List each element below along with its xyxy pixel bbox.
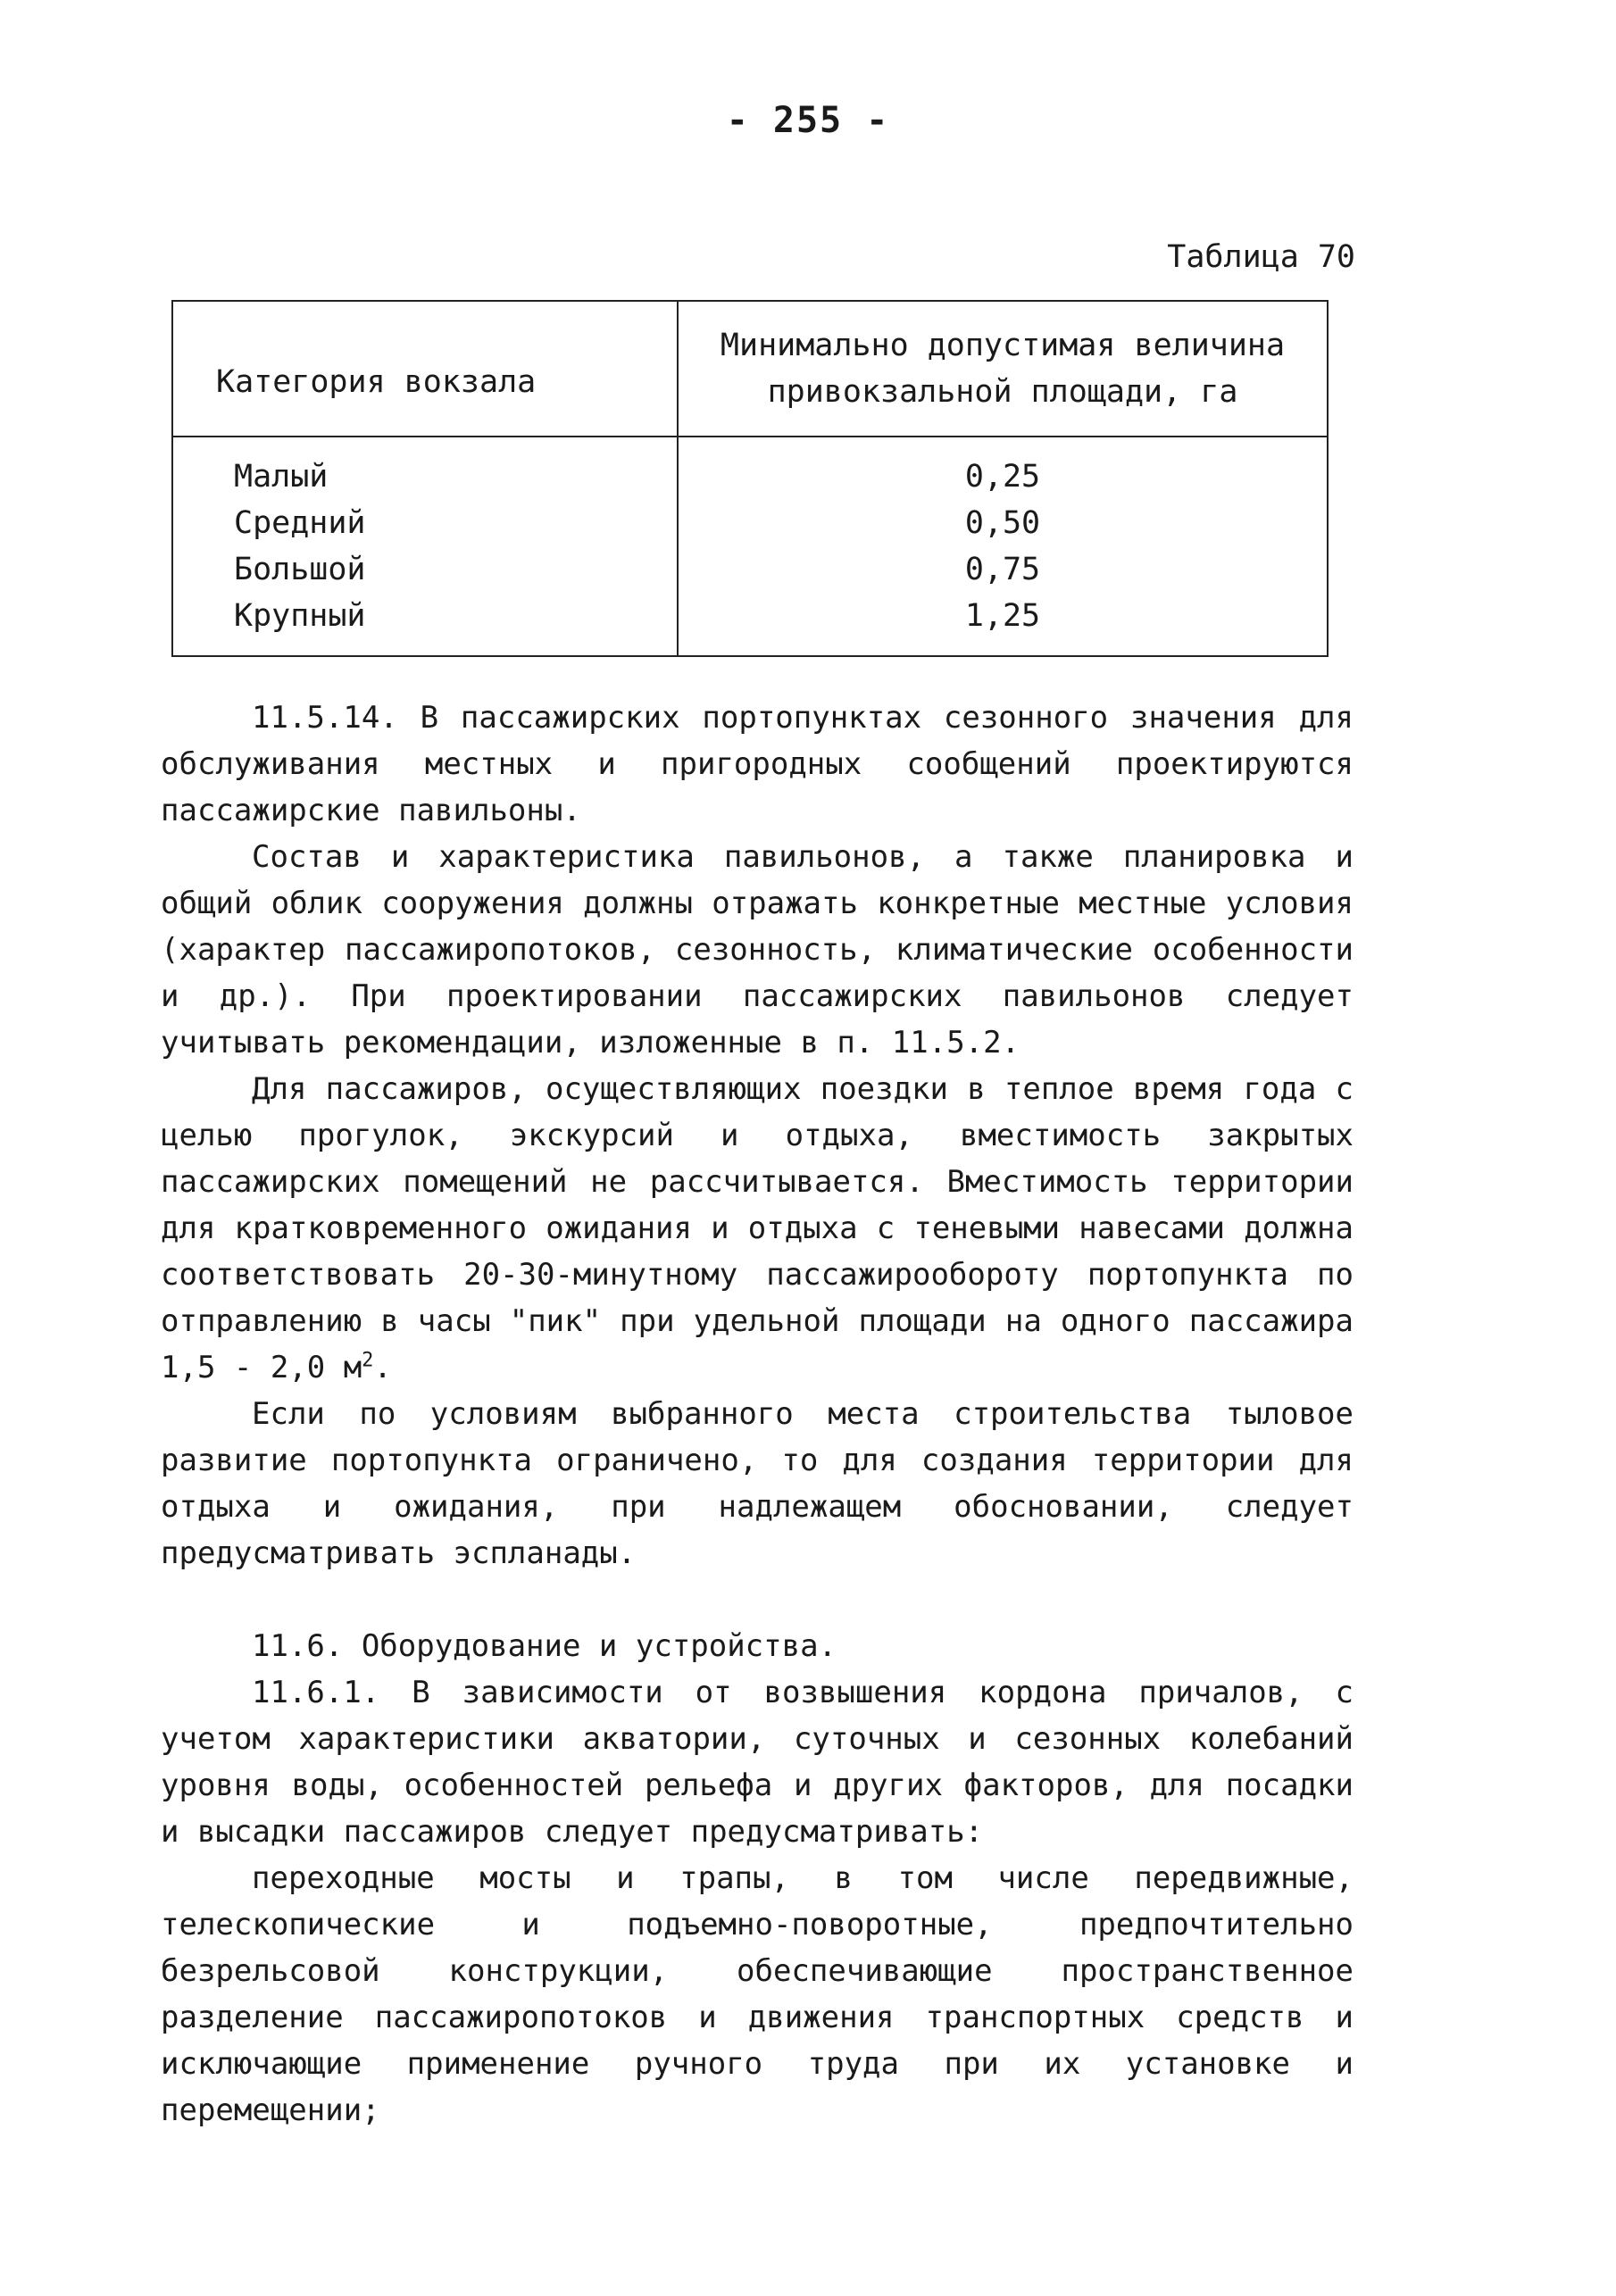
paragraph-pavilion-composition: Состав и характеристика павильонов, а также планировка и общий облик сооружения должны отражать конкретные местные условия (характер пассажиропотоков, сезонность, климатические особенности и др.). При проектировании пассажирских павильонов следует учитывать рекомендации, изложенные в п. 11.5.2. [161, 839, 1354, 1061]
table-header-min-area: Минимально допустимая величина привокзальной площади, га [678, 301, 1328, 437]
page-number: - 255 - [726, 100, 890, 141]
paragraph-bridges-ramps: переходные мосты и трапы, в том числе передвижные, телескопические и подъемно-поворотные, предпочтительно безрельсовой конструкции, обеспечивающие пространственное разделение пассажиропотоков и движения транспортных средств и исключающие применение ручного труда при их установке и перемещении; [161, 1860, 1354, 2128]
paragraph-capacity-text: Для пассажиров, осуществляющих поездки в теплое время года с целью прогулок, экскурсий и отдыха, вместимость закрытых пассажирских помещений не рассчитывается. Вместимость территории для кратковременного ожидания и отдыха с теневыми навесами должна соответствовать 20-30-минутному пассажирообороту портопункта по отправлению в часы "пик" при удельной площади на одного пассажира 1,5 - 2,0 м [161, 1071, 1354, 1385]
table-row [172, 593, 1328, 656]
paragraph-capacity-end: . [373, 1350, 392, 1385]
square-superscript: 2 [362, 1349, 374, 1372]
table-row [172, 546, 1328, 593]
paragraph-capacity [161, 1066, 1354, 1391]
paragraph-esplanades: Если по условиям выбранного места строительства тыловое развитие портопункта ограничено, то для создания территории для отдыха и ожидания, при надлежащем обосновании, следует предусматривать эспланады. [161, 1396, 1354, 1571]
paragraph-11-5-14: 11.5.14. В пассажирских портопунктах сезонного значения для обслуживания местных и пригородных сообщений проектируются пассажирские павильоны. [161, 700, 1354, 828]
table-header-category: Категория вокзала [172, 301, 678, 437]
table-cell-value: 1,25 [678, 593, 1328, 656]
table-row [172, 500, 1328, 546]
section-heading-11-6: 11.6. Оборудование и устройства. [252, 1628, 837, 1664]
table-row [172, 437, 1328, 500]
table-cell-value: 0,75 [678, 546, 1328, 593]
table-cell-value: 0,50 [678, 500, 1328, 546]
table-header-row [172, 301, 1328, 437]
body-text [161, 695, 1354, 2134]
table-cell-category: Крупный [172, 593, 678, 656]
station-category-table [171, 300, 1329, 657]
table-cell-category: Малый [172, 437, 678, 500]
table-cell-category: Средний [172, 500, 678, 546]
table-cell-category: Большой [172, 546, 678, 593]
table-caption: Таблица 70 [1167, 239, 1355, 275]
paragraph-11-6-1: 11.6.1. В зависимости от возвышения кордона причалов, с учетом характеристики акватории, суточных и сезонных колебаний уровня воды, особенностей рельефа и других факторов, для посадки и высадки пассажиров следует предусматривать: [161, 1675, 1354, 1850]
table-cell-value: 0,25 [678, 437, 1328, 500]
